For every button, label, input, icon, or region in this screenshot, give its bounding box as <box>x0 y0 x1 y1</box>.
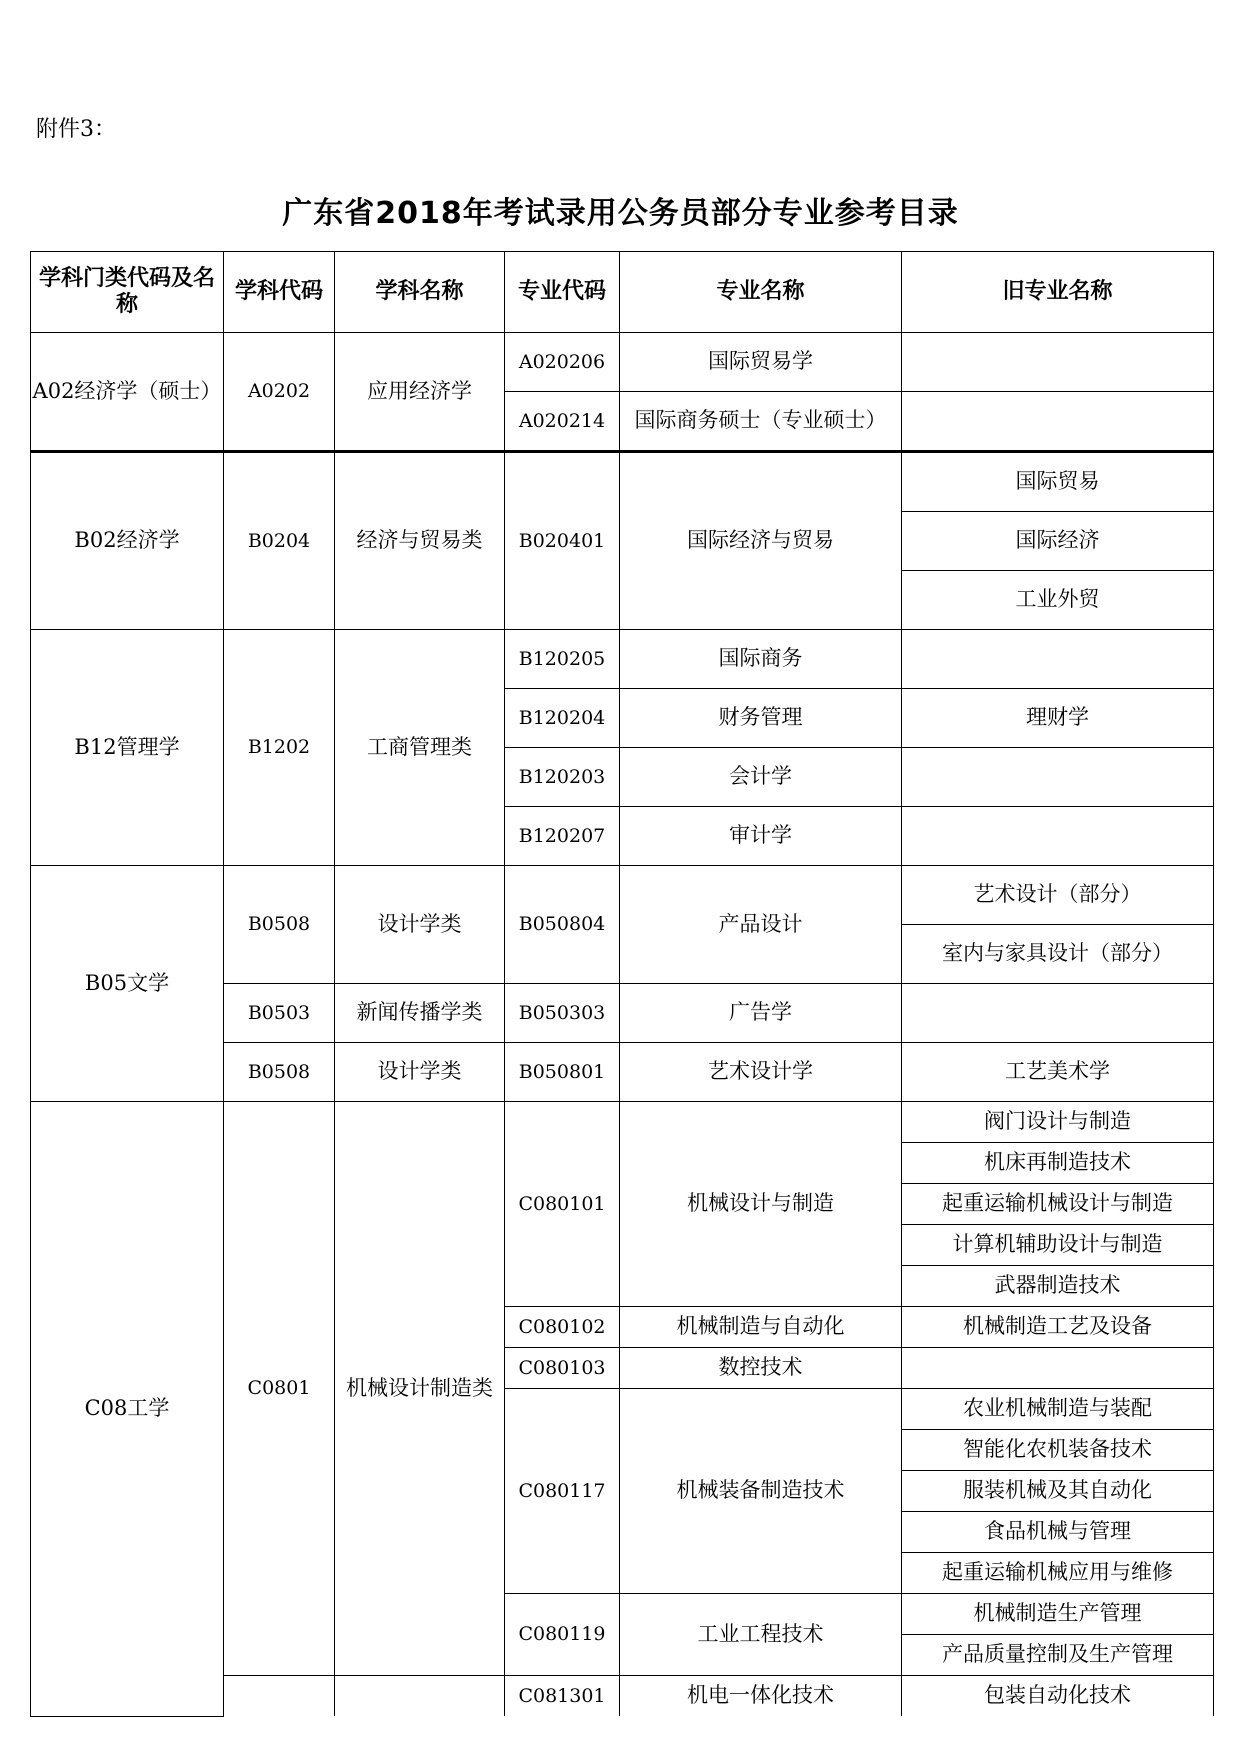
page-title: 广东省2018年考试录用公务员部分专业参考目录 <box>282 196 959 231</box>
major-name-cell: 广告学 <box>620 984 902 1043</box>
header-category: 学科门类代码及名称 <box>31 252 224 333</box>
discipline-code-cell: B0508 <box>224 1043 335 1102</box>
header-discipline-code: 学科代码 <box>224 252 335 333</box>
old-major-cell: 室内与家具设计（部分） <box>902 925 1214 984</box>
major-code-cell: A020214 <box>505 392 620 452</box>
major-code-cell: C081301 <box>505 1676 620 1717</box>
major-name-cell: 财务管理 <box>620 689 902 748</box>
old-major-cell: 食品机械与管理 <box>902 1512 1214 1553</box>
old-major-cell <box>902 392 1214 452</box>
discipline-code-cell: C0801 <box>224 1102 335 1676</box>
old-major-cell: 服装机械及其自动化 <box>902 1471 1214 1512</box>
major-code-cell: A020206 <box>505 333 620 392</box>
old-major-cell: 阀门设计与制造 <box>902 1102 1214 1143</box>
old-major-cell: 国际贸易 <box>902 452 1214 512</box>
category-cell: C08工学 <box>31 1102 224 1717</box>
discipline-code-cell: B0508 <box>224 866 335 984</box>
major-code-cell: B120207 <box>505 807 620 866</box>
old-major-cell: 计算机辅助设计与制造 <box>902 1225 1214 1266</box>
category-cell: B02经济学 <box>31 452 224 630</box>
major-name-cell: 国际商务 <box>620 630 902 689</box>
table-row <box>31 630 1214 689</box>
major-code-cell: C080119 <box>505 1594 620 1676</box>
major-name-cell: 机械装备制造技术 <box>620 1389 902 1594</box>
discipline-name-cell: 设计学类 <box>335 1043 505 1102</box>
table-row <box>31 452 1214 512</box>
discipline-code-cell: B0503 <box>224 984 335 1043</box>
header-discipline-name: 学科名称 <box>335 252 505 333</box>
old-major-cell <box>902 630 1214 689</box>
discipline-code-cell <box>224 1676 335 1717</box>
old-major-cell: 机床再制造技术 <box>902 1143 1214 1184</box>
discipline-code-cell: A0202 <box>224 333 335 452</box>
table-row <box>31 333 1214 392</box>
category-cell: B12管理学 <box>31 630 224 866</box>
discipline-name-cell: 工商管理类 <box>335 630 505 866</box>
old-major-cell <box>902 1348 1214 1389</box>
major-catalog-table <box>30 251 1214 1717</box>
old-major-cell: 理财学 <box>902 689 1214 748</box>
old-major-cell: 农业机械制造与装配 <box>902 1389 1214 1430</box>
discipline-name-cell: 新闻传播学类 <box>335 984 505 1043</box>
major-name-cell: 国际商务硕士（专业硕士） <box>620 392 902 452</box>
attachment-label: 附件3： <box>36 117 116 142</box>
old-major-cell: 工业外贸 <box>902 571 1214 630</box>
old-major-cell: 起重运输机械应用与维修 <box>902 1553 1214 1594</box>
major-name-cell: 艺术设计学 <box>620 1043 902 1102</box>
old-major-cell: 机械制造生产管理 <box>902 1594 1214 1635</box>
discipline-code-cell: B1202 <box>224 630 335 866</box>
header-major-name: 专业名称 <box>620 252 902 333</box>
header-major-code: 专业代码 <box>505 252 620 333</box>
major-name-cell: 机械设计与制造 <box>620 1102 902 1307</box>
major-name-cell: 国际贸易学 <box>620 333 902 392</box>
major-code-cell: B050801 <box>505 1043 620 1102</box>
old-major-cell: 机械制造工艺及设备 <box>902 1307 1214 1348</box>
major-code-cell: C080117 <box>505 1389 620 1594</box>
discipline-code-cell: B0204 <box>224 452 335 630</box>
major-code-cell: B050804 <box>505 866 620 984</box>
table-row <box>31 1102 1214 1143</box>
old-major-cell: 武器制造技术 <box>902 1266 1214 1307</box>
table-row <box>31 866 1214 925</box>
discipline-name-cell: 经济与贸易类 <box>335 452 505 630</box>
old-major-cell: 智能化农机装备技术 <box>902 1430 1214 1471</box>
old-major-cell <box>902 748 1214 807</box>
major-code-cell: C080101 <box>505 1102 620 1307</box>
major-name-cell: 机电一体化技术 <box>620 1676 902 1717</box>
major-name-cell: 会计学 <box>620 748 902 807</box>
major-code-cell: B020401 <box>505 452 620 630</box>
major-name-cell: 国际经济与贸易 <box>620 452 902 630</box>
major-code-cell: B050303 <box>505 984 620 1043</box>
old-major-cell: 国际经济 <box>902 512 1214 571</box>
major-name-cell: 机械制造与自动化 <box>620 1307 902 1348</box>
category-cell: A02经济学（硕士） <box>31 333 224 452</box>
old-major-cell: 起重运输机械设计与制造 <box>902 1184 1214 1225</box>
major-code-cell: B120205 <box>505 630 620 689</box>
major-code-cell: C080102 <box>505 1307 620 1348</box>
major-code-cell: B120203 <box>505 748 620 807</box>
major-name-cell: 审计学 <box>620 807 902 866</box>
discipline-name-cell: 设计学类 <box>335 866 505 984</box>
header-old-major-name: 旧专业名称 <box>902 252 1214 333</box>
major-name-cell: 产品设计 <box>620 866 902 984</box>
category-cell: B05文学 <box>31 866 224 1102</box>
discipline-name-cell <box>335 1676 505 1717</box>
major-code-cell: C080103 <box>505 1348 620 1389</box>
major-code-cell: B120204 <box>505 689 620 748</box>
old-major-cell: 工艺美术学 <box>902 1043 1214 1102</box>
table-header-row <box>31 252 1214 333</box>
old-major-cell: 产品质量控制及生产管理 <box>902 1635 1214 1676</box>
major-name-cell: 工业工程技术 <box>620 1594 902 1676</box>
major-name-cell: 数控技术 <box>620 1348 902 1389</box>
discipline-name-cell: 机械设计制造类 <box>335 1102 505 1676</box>
old-major-cell: 艺术设计（部分） <box>902 866 1214 925</box>
old-major-cell: 包装自动化技术 <box>902 1676 1214 1717</box>
old-major-cell <box>902 333 1214 392</box>
old-major-cell <box>902 984 1214 1043</box>
old-major-cell <box>902 807 1214 866</box>
discipline-name-cell: 应用经济学 <box>335 333 505 452</box>
